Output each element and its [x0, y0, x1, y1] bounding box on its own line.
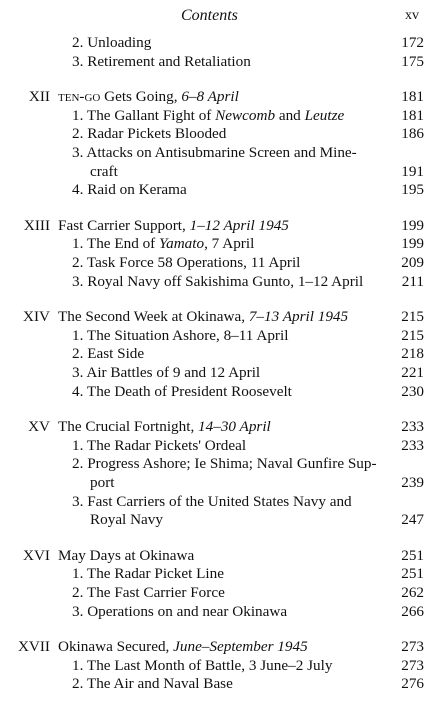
section-title	[72, 234, 254, 254]
section-row	[0, 382, 445, 402]
section-text: 1. The Radar Pickets' Ordeal	[72, 436, 247, 454]
chapter-row	[0, 546, 445, 566]
section-row	[0, 492, 445, 512]
section-italic: Newcomb	[215, 106, 276, 124]
page-number: 175	[401, 52, 424, 70]
section-title	[72, 106, 344, 126]
section-title	[72, 52, 251, 72]
section-row	[0, 344, 445, 364]
page-number: 211	[401, 272, 424, 290]
section-text: 1. The Gallant Fight of	[72, 106, 216, 124]
section-row	[0, 583, 445, 603]
page-number: 199	[401, 235, 424, 253]
page-number: 233	[401, 418, 424, 436]
section-text: 3. Attacks on Antisubmarine Screen and Mine-	[72, 144, 357, 161]
page-number: 199	[401, 216, 424, 234]
section-text: 1. The Situation Ashore, 8–11 April	[72, 326, 289, 344]
section-title	[72, 124, 226, 144]
page-number: 276	[401, 675, 424, 693]
page-number: 247	[401, 511, 424, 529]
section-text: port	[90, 474, 115, 491]
section-title	[72, 656, 332, 676]
section-row	[0, 124, 445, 144]
section-text: 2. East Side	[72, 345, 145, 363]
page-number: 273	[401, 638, 424, 656]
section-text: 4. Raid on Kerama	[72, 181, 187, 199]
section-text: and	[275, 106, 305, 124]
page-number: 215	[401, 326, 424, 344]
section-row	[0, 602, 445, 622]
chapter-row	[0, 216, 445, 236]
chapter-title	[58, 307, 348, 327]
chapter-number: XVII	[17, 638, 50, 656]
chapter-title-text: May Days at Okinawa	[58, 546, 195, 564]
section-italic: Leutze	[304, 106, 345, 124]
section-text: 4. The Death of President Roosevelt	[72, 382, 292, 400]
section-text: 2. The Fast Carrier Force	[72, 584, 225, 601]
section-row	[0, 272, 445, 292]
section-row	[0, 234, 445, 254]
page-number: 215	[401, 308, 424, 326]
section-row	[0, 106, 445, 126]
chapter-number: XII	[28, 88, 50, 106]
chapter-title-smallcaps: ten-go	[58, 88, 101, 106]
section-text: 3. Operations on and near Okinawa	[72, 602, 288, 620]
section-row	[0, 180, 445, 200]
section-text: 3. Royal Navy off Sakishima Gunto, 1–12 April	[72, 272, 364, 290]
chapter-row	[0, 637, 445, 657]
page-number: 262	[401, 584, 424, 601]
chapter-title-text: Okinawa Secured,	[58, 638, 174, 656]
section-row	[0, 253, 445, 273]
section-row	[0, 674, 445, 694]
chapter-title-text: The Second Week at Okinawa,	[58, 308, 249, 326]
section-text: 3. Air Battles of 9 and 12 April	[72, 364, 261, 381]
section-text: 1. The End of	[72, 235, 160, 253]
page-number: 181	[401, 106, 424, 124]
section-row	[0, 326, 445, 346]
page-header	[0, 0, 445, 30]
section-title	[72, 454, 377, 474]
page-number: 181	[401, 88, 424, 106]
chapter-dates: 7–13 April 1945	[248, 308, 349, 326]
chapter-title	[58, 546, 194, 566]
chapter-dates: 1–12 April 1945	[189, 216, 289, 234]
page-number: 273	[401, 656, 424, 674]
page-number: 230	[401, 382, 424, 400]
section-row	[0, 33, 445, 53]
chapter-title	[58, 417, 271, 437]
section-italic: Yamato	[159, 235, 205, 253]
chapter-dates: 14–30 April	[198, 418, 271, 436]
section-title	[72, 180, 187, 200]
section-text: 1. The Radar Picket Line	[72, 565, 224, 583]
page-number: 218	[401, 345, 424, 363]
section-continuation	[90, 510, 163, 530]
section-text: 2. Radar Pickets Blooded	[72, 125, 227, 143]
page-number: 172	[401, 34, 424, 51]
page-number: 186	[401, 125, 424, 143]
section-title	[72, 344, 144, 364]
section-text: Royal Navy	[90, 511, 163, 529]
chapter-dates: 6–8 April	[181, 88, 239, 106]
page-number: 221	[401, 364, 424, 381]
section-text: 2. The Air and Naval Base	[72, 675, 233, 693]
page-number: 233	[401, 436, 424, 454]
section-row	[0, 564, 445, 584]
section-text: 1. The Last Month of Battle, 3 June–2 July	[72, 656, 333, 674]
section-title	[72, 272, 363, 292]
section-text: 2. Unloading	[72, 34, 152, 51]
section-text: , 7 April	[204, 235, 255, 253]
page-number: 191	[401, 162, 424, 180]
page-number: 239	[401, 474, 424, 491]
page-number: 251	[401, 546, 424, 564]
chapter-title	[58, 637, 308, 657]
section-title	[72, 602, 287, 622]
page-number: 251	[401, 565, 424, 583]
page-title: Contents	[181, 7, 238, 24]
section-title	[72, 564, 224, 584]
chapter-title	[58, 87, 239, 107]
section-title	[72, 583, 225, 603]
page-number: xv	[405, 8, 419, 23]
section-title	[72, 363, 260, 383]
section-row	[0, 473, 445, 493]
chapter-number: XVI	[23, 546, 50, 564]
section-row	[0, 510, 445, 530]
section-title	[72, 33, 151, 53]
section-text: 2. Progress Ashore; Ie Shima; Naval Gunfire Sup-	[72, 455, 377, 473]
page-number: 266	[401, 602, 424, 620]
chapter-dates: June–September 1945	[173, 638, 308, 656]
page-number: 209	[401, 254, 424, 271]
section-title	[72, 143, 357, 163]
section-text: 3. Retirement and Retaliation	[72, 52, 251, 70]
section-title	[72, 674, 233, 694]
section-row	[0, 52, 445, 72]
section-row	[0, 162, 445, 182]
chapter-number: XIII	[23, 216, 50, 234]
chapter-title	[58, 216, 289, 236]
chapter-row	[0, 307, 445, 327]
section-text: craft	[90, 162, 118, 180]
section-row	[0, 143, 445, 163]
section-title	[72, 436, 246, 456]
chapter-title-text: Fast Carrier Support,	[58, 216, 190, 234]
section-row	[0, 656, 445, 676]
section-row	[0, 454, 445, 474]
section-row	[0, 436, 445, 456]
section-title	[72, 492, 352, 512]
chapter-number: XV	[28, 418, 50, 436]
section-title	[72, 253, 300, 273]
chapter-row	[0, 417, 445, 437]
chapter-row	[0, 87, 445, 107]
chapter-number: XIV	[23, 308, 50, 326]
page-number: 195	[401, 181, 424, 199]
section-text: 2. Task Force 58 Operations, 11 April	[72, 254, 301, 271]
section-text: 3. Fast Carriers of the United States Navy and	[72, 492, 352, 510]
section-title	[72, 382, 292, 402]
section-continuation	[90, 162, 118, 182]
section-continuation	[90, 473, 114, 493]
chapter-title-text: Gets Going,	[100, 88, 182, 106]
section-title	[72, 326, 288, 346]
chapter-title-text: The Crucial Fortnight,	[58, 418, 199, 436]
section-row	[0, 363, 445, 383]
